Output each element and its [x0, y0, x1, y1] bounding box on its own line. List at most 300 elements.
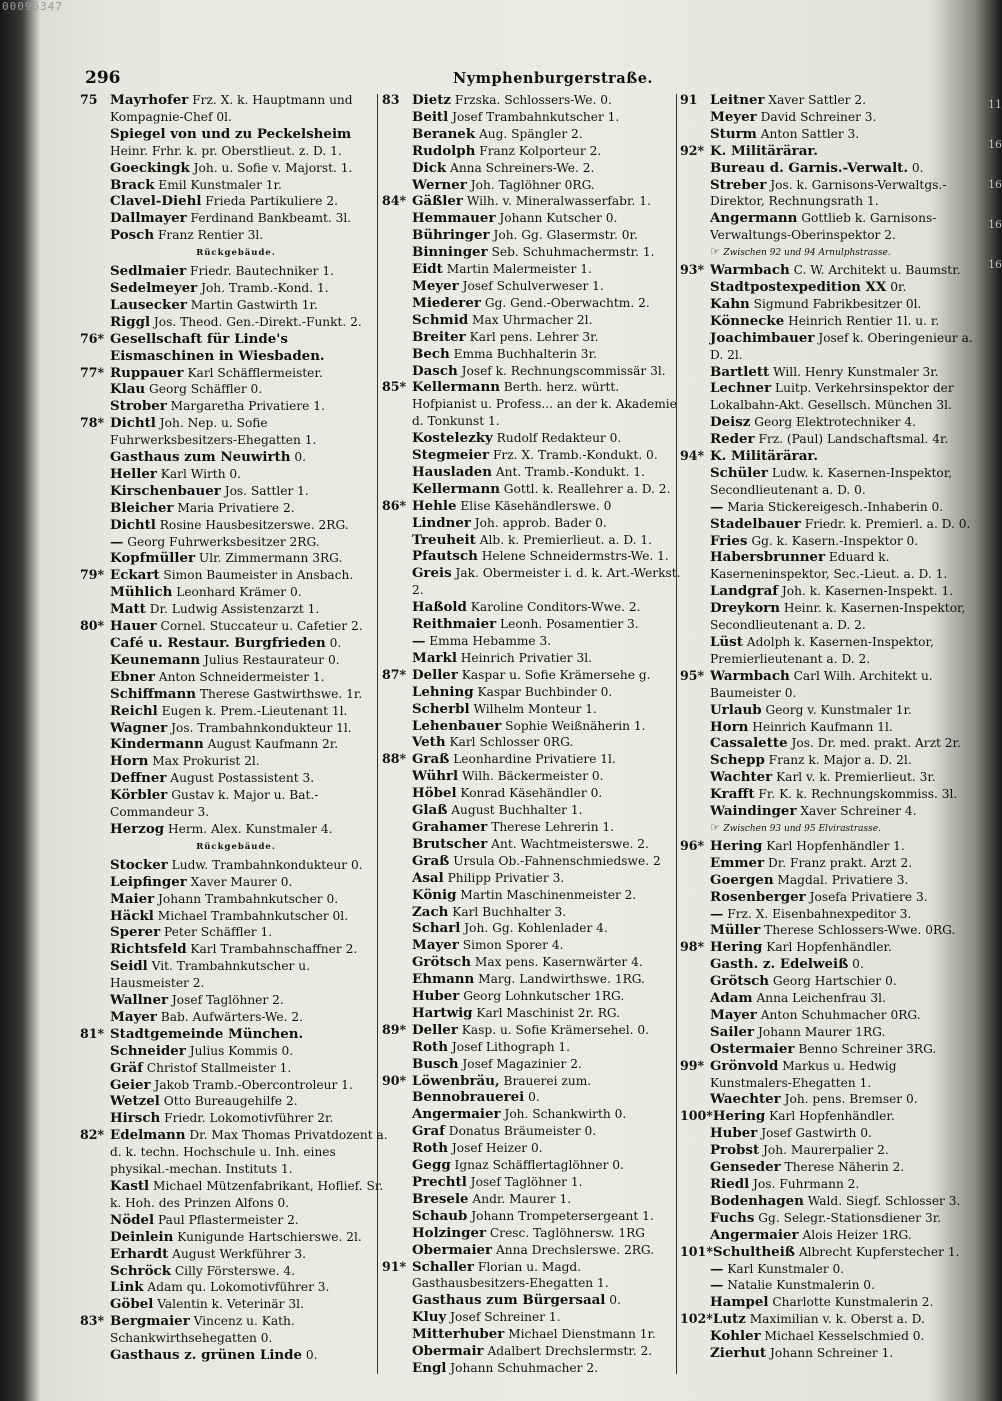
resident-name: Graf	[412, 1123, 445, 1140]
directory-entry	[80, 720, 392, 737]
resident-name: Beranek	[412, 125, 476, 142]
resident-name: Horn	[110, 753, 149, 770]
directory-entry	[80, 160, 392, 177]
directory-entry	[382, 143, 682, 160]
resident-details: Johann Kutscher 0.	[495, 211, 618, 226]
directory-entry	[382, 430, 682, 447]
directory-entry	[382, 802, 682, 819]
resident-details: Philipp Privatier 3.	[443, 870, 565, 885]
resident-details: Xaver Maurer 0.	[186, 874, 293, 889]
directory-entry	[680, 160, 980, 177]
resident-name: Sedlmaier	[110, 263, 187, 280]
directory-entry	[680, 1125, 980, 1142]
directory-entry	[382, 126, 682, 143]
house-number: 78*	[80, 415, 105, 431]
house-number: 82*	[80, 1127, 105, 1143]
resident-name: Eckart	[110, 567, 160, 584]
directory-entry	[382, 650, 682, 667]
resident-details: Jos. k. Garnisons-Verwaltgs.-Direktor, Rechnungsrath 1.	[710, 177, 947, 209]
resident-details: Aug. Spängler 2.	[475, 126, 583, 141]
directory-entry	[680, 109, 980, 126]
directory-entry	[382, 819, 682, 836]
resident-details: Ulr. Zimmermann 3RG.	[195, 551, 343, 566]
directory-entry	[382, 1326, 682, 1343]
resident-name: Geier	[110, 1076, 151, 1093]
resident-name: Mayer	[412, 937, 459, 954]
resident-details: Joh. Nep. u. Sofie Fuhrwerksbesitzers-Ehegatten 1.	[110, 416, 317, 448]
resident-details: Heinrich Kaufmann 1l.	[748, 719, 893, 734]
resident-name: —	[412, 633, 426, 649]
resident-name: Grahamer	[412, 818, 488, 835]
directory-entry	[680, 126, 980, 143]
resident-details: Karl Schlosser 0RG.	[445, 735, 574, 750]
resident-details: Rosine Hausbesitzerswe. 2RG.	[155, 517, 349, 532]
resident-details: 0.	[325, 636, 342, 650]
resident-name: Meyer	[710, 108, 757, 125]
directory-entry	[680, 990, 980, 1007]
resident-details: Cornel. Stuccateur u. Cafetier 2.	[156, 619, 363, 634]
directory-entry	[80, 652, 392, 669]
house-number: 96*	[680, 837, 705, 853]
resident-details: Andr. Maurer 1.	[468, 1191, 572, 1206]
resident-name: Habersbrunner	[710, 549, 826, 566]
resident-details: Emma Buchhalterin 3r.	[449, 346, 597, 361]
directory-entry	[680, 1345, 980, 1362]
resident-details: Ursula Ob.-Fahnenschmiedswe. 2	[449, 853, 661, 868]
resident-details: Anton Schuhmacher 0RG.	[756, 1007, 921, 1022]
directory-entry	[382, 920, 682, 937]
resident-name: Angermaier	[710, 1226, 799, 1243]
resident-name: Hehle	[412, 497, 457, 514]
directory-entry	[680, 855, 980, 872]
directory-entry	[382, 329, 682, 346]
resident-name: Lehning	[412, 683, 474, 700]
resident-details: 0.	[290, 450, 306, 465]
directory-entry	[680, 973, 980, 990]
resident-details: Josef Schreiner 1.	[446, 1310, 561, 1325]
directory-entry	[680, 296, 980, 313]
resident-name: Kastl	[110, 1178, 150, 1194]
resident-details: Anton Schneidermeister 1.	[154, 669, 325, 684]
resident-name: Lechner	[710, 380, 772, 397]
resident-details: Joh. approb. Bader 0.	[470, 515, 607, 530]
resident-name: Waechter	[710, 1091, 781, 1108]
directory-entry	[680, 1294, 980, 1311]
house-number: 99*	[680, 1057, 705, 1073]
resident-details: Georg Fuhrwerksbesitzer 2RG.	[123, 534, 320, 549]
resident-name: Wachter	[710, 769, 773, 786]
resident-name: Glaß	[412, 802, 448, 819]
resident-details: Albrecht Kupferstecher 1.	[794, 1244, 960, 1259]
resident-details: Kasp. u. Sofie Krämersehel. 0.	[457, 1022, 650, 1037]
resident-name: Treuheit	[412, 531, 476, 548]
directory-entry	[382, 616, 682, 633]
resident-name: Kahn	[710, 295, 750, 312]
resident-details: Michael Dienstmann 1r.	[504, 1327, 656, 1342]
directory-entry	[382, 261, 682, 278]
resident-name: Mayer	[110, 1008, 157, 1025]
resident-name: Hirsch	[110, 1110, 161, 1127]
resident-name: Bresele	[412, 1190, 469, 1207]
section-heading: Rückgebäude.	[196, 248, 276, 259]
directory-entry	[80, 1263, 392, 1280]
resident-details: Karl v. k. Premierlieut. 3r.	[772, 770, 936, 785]
column-2	[382, 92, 682, 1377]
resident-details: Emil Kunstmaler 1r.	[154, 177, 282, 192]
directory-entry	[80, 1060, 392, 1077]
directory-entry	[80, 314, 392, 331]
directory-entry	[680, 1024, 980, 1041]
resident-details: 0.	[605, 1293, 621, 1308]
resident-details: Ant. Wachtmeisterswe. 2.	[487, 836, 649, 851]
resident-details: Heinrich Privatier 3l.	[456, 650, 592, 665]
resident-details: Elise Käsehändlerswe. 0	[456, 498, 612, 513]
resident-details: Jos. Theod. Gen.-Direkt.-Funkt. 2.	[150, 314, 362, 329]
directory-entry	[680, 499, 980, 516]
resident-details: Frz. (Paul) Landschaftsmal. 4r.	[754, 432, 949, 447]
resident-details: Carl Wilh. Architekt u. Baumeister 0.	[710, 668, 933, 700]
directory-entry	[80, 958, 392, 992]
resident-details: Sophie Weißnäherin 1.	[501, 718, 646, 733]
resident-details: Anton Sattler 3.	[756, 126, 860, 141]
directory-entry	[80, 857, 392, 874]
directory-entry	[80, 618, 392, 635]
resident-details: Fr. K. k. Rechnungskommiss. 3l.	[754, 787, 958, 802]
directory-entry	[382, 1225, 682, 1242]
resident-name: Kohler	[710, 1328, 761, 1345]
directory-entry	[80, 1296, 392, 1313]
resident-name: Ehmann	[412, 971, 475, 988]
resident-name: Grönvold	[710, 1057, 779, 1074]
directory-entry	[680, 1193, 980, 1210]
directory-entry	[80, 1009, 392, 1026]
directory-entry	[680, 92, 980, 109]
resident-name: Dreykorn	[710, 600, 780, 617]
resident-details: Josef k. Oberingenieur a. D. 2l.	[710, 330, 973, 362]
resident-details: Therese Näherin 2.	[780, 1160, 905, 1175]
resident-details: Karl Wirth 0.	[156, 466, 242, 481]
directory-entry	[680, 364, 980, 381]
directory-entry	[382, 734, 682, 751]
resident-details: Benno Schreiner 3RG.	[794, 1041, 937, 1056]
resident-name: Bodenhagen	[710, 1192, 804, 1209]
directory-entry	[80, 770, 392, 787]
resident-details: Friedr. k. Premierl. a. D. 0.	[800, 516, 971, 531]
resident-name: Emmer	[710, 854, 765, 871]
resident-name: Dichtl	[110, 415, 156, 432]
directory-entry	[80, 992, 392, 1009]
resident-details: Therese Lehrerin 1.	[487, 819, 615, 834]
directory-entry	[382, 447, 682, 464]
directory-entry	[80, 1110, 392, 1127]
directory-entry	[382, 599, 682, 616]
directory-entry	[680, 516, 980, 533]
resident-details: Emma Hebamme 3.	[425, 634, 552, 648]
directory-entry	[382, 227, 682, 244]
resident-details: Friedr. Bautechniker 1.	[186, 264, 334, 279]
resident-details: Cilly Försterswe. 4.	[170, 1263, 296, 1278]
house-number: 80*	[80, 618, 105, 634]
resident-details: Michael Trambahnkutscher 0l.	[153, 908, 349, 923]
resident-name: Gasthaus zum Neuwirth	[110, 449, 291, 466]
resident-details: Adalbert Drechslermstr. 2.	[483, 1344, 653, 1359]
resident-details: Simon Sporer 4.	[458, 938, 564, 953]
resident-details: Xaver Sattler 2.	[764, 93, 866, 107]
resident-details: Karl Hopfenhändler.	[765, 1109, 895, 1124]
directory-entry	[80, 669, 392, 686]
directory-entry	[80, 1077, 392, 1094]
resident-details: Karl Buchhalter 3.	[448, 904, 567, 919]
resident-details: Martin Malermeister 1.	[442, 262, 592, 277]
resident-name: Werner	[412, 176, 467, 193]
house-number: 89*	[382, 1021, 407, 1037]
resident-details: Christof Stallmeister 1.	[142, 1060, 292, 1075]
resident-details: Georg v. Kunstmaler 1r.	[761, 702, 912, 717]
directory-entry	[382, 515, 682, 532]
resident-details: Josef Schulverweser 1.	[458, 278, 604, 293]
directory-entry	[382, 92, 682, 109]
directory-entry	[80, 500, 392, 517]
resident-name: Lutz	[712, 1311, 746, 1328]
resident-details: Johann Trambahnkutscher 0.	[154, 891, 339, 906]
resident-details: Karl Kunstmaler 0.	[723, 1261, 845, 1276]
resident-name: Schmid	[412, 311, 469, 328]
resident-details: Berth. herz. württ. Hofpianist u. Profess... an der k. Akademie d. Tonkunst 1.	[412, 380, 677, 429]
resident-name: Asal	[412, 869, 444, 886]
resident-name: Busch	[412, 1055, 459, 1072]
resident-name: Bech	[412, 345, 450, 362]
resident-details: David Schreiner 3.	[756, 109, 877, 124]
resident-details: Otto Bureaugehilfe 2.	[159, 1094, 298, 1109]
directory-entry	[382, 684, 682, 701]
resident-details: Vincenz u. Kath. Schankwirthsehegatten 0.	[110, 1314, 295, 1346]
resident-name: Sturm	[710, 125, 757, 142]
resident-details: Joh. pens. Bremser 0.	[780, 1092, 918, 1107]
resident-details: Vit. Trambahnkutscher u. Hausmeister 2.	[110, 959, 310, 991]
directory-entry	[382, 1174, 682, 1191]
resident-name: Bennobrauerei	[412, 1089, 525, 1106]
resident-details: August Kaufmann 2r.	[203, 737, 339, 752]
directory-entry	[680, 465, 980, 499]
directory-entry	[382, 210, 682, 227]
resident-name: Wallner	[110, 992, 169, 1009]
resident-name: Bühringer	[412, 227, 490, 244]
directory-entry	[382, 701, 682, 718]
resident-details: Frzska. Schlossers-We. 0.	[451, 93, 612, 107]
directory-entry	[680, 769, 980, 786]
resident-details: Karl Maschinist 2r. RG.	[472, 1005, 621, 1020]
directory-entry	[382, 1089, 682, 1106]
resident-name: Leitner	[710, 92, 765, 108]
resident-name: Lindner	[412, 514, 471, 531]
directory-entry	[80, 584, 392, 601]
resident-details: Max Uhrmacher 2l.	[468, 312, 593, 327]
resident-details: August Werkführer 3.	[168, 1246, 307, 1261]
directory-entry	[80, 1246, 392, 1263]
column-3	[680, 92, 980, 1362]
directory-entry	[80, 415, 392, 449]
directory-entry	[382, 1309, 682, 1326]
directory-entry	[680, 279, 980, 296]
resident-name: Stocker	[110, 856, 168, 873]
resident-name: Deisz	[710, 414, 751, 431]
house-number: 100*	[680, 1108, 713, 1124]
resident-name: Riggl	[110, 313, 151, 330]
resident-name: Mühlich	[110, 584, 173, 601]
directory-entry	[680, 262, 980, 279]
directory-entry	[80, 280, 392, 297]
resident-name: Dallmayer	[110, 210, 187, 227]
directory-entry	[80, 1229, 392, 1246]
resident-name: Kindermann	[110, 736, 204, 753]
resident-name: Gegg	[412, 1157, 451, 1174]
house-number: 93*	[680, 262, 705, 278]
directory-entry	[80, 227, 392, 244]
resident-details: Joh. Schankwirth 0.	[500, 1107, 627, 1122]
directory-entry	[680, 668, 980, 702]
resident-name: Angermann	[710, 210, 798, 227]
resident-details: Cresc. Taglöhnersw. 1RG	[486, 1225, 645, 1240]
resident-name: Reithmaier	[412, 616, 497, 633]
directory-entry	[382, 244, 682, 261]
resident-details: Johann Trompetersergeant 1.	[467, 1208, 654, 1223]
resident-name: Deller	[412, 1021, 458, 1038]
resident-details: Joh. Gg. Kohlenlader 4.	[460, 921, 608, 936]
directory-entry	[80, 924, 392, 941]
resident-name: Sperer	[110, 924, 161, 941]
house-number: 75	[80, 92, 98, 107]
directory-entry	[680, 1058, 980, 1092]
resident-details: Ferdinand Bankbeamt. 3l.	[186, 211, 352, 226]
directory-entry	[382, 346, 682, 363]
resident-details: Jos. Sattler 1.	[220, 483, 309, 498]
resident-name: Bartlett	[710, 363, 770, 380]
directory-entry	[680, 1244, 980, 1261]
resident-name: —	[110, 533, 124, 550]
resident-name: Urlaub	[710, 701, 762, 718]
resident-details: Adolph k. Kasernen-Inspektor, Premierlieutenant a. D. 2.	[710, 635, 934, 666]
directory-entry	[382, 295, 682, 312]
margin-fragment: 16	[988, 178, 1002, 191]
resident-details: Franz k. Major a. D. 2l.	[764, 753, 912, 768]
resident-name: Hausladen	[412, 463, 492, 480]
resident-name: Mayrhofer	[110, 92, 189, 108]
resident-name: —	[710, 1277, 724, 1294]
resident-details: Therese Gastwirthswe. 1r.	[195, 686, 363, 701]
resident-name: Riedl	[710, 1176, 750, 1192]
resident-details: Karoline Conditors-Wwe. 2.	[466, 600, 641, 615]
directory-entry	[80, 1043, 392, 1060]
directory-entry	[80, 398, 392, 415]
directory-entry	[680, 313, 980, 330]
resident-details: Martin Maschinenmeister 2.	[456, 887, 637, 902]
directory-entry	[80, 891, 392, 908]
resident-details: Margaretha Privatiere 1.	[166, 399, 325, 414]
directory-entry	[382, 109, 682, 126]
resident-name: Reichl	[110, 702, 158, 719]
resident-name: Grötsch	[710, 973, 770, 990]
directory-entry	[80, 686, 392, 703]
resident-name: Brutscher	[412, 835, 488, 852]
resident-details: Magdal. Privatiere 3.	[773, 872, 909, 887]
resident-details: Jos. Fuhrmann 2.	[749, 1177, 860, 1191]
resident-details: Wilhelm Monteur 1.	[469, 701, 597, 716]
section-heading: Rückgebäude.	[196, 841, 276, 852]
resident-details: Franz Rentier 3l.	[154, 228, 264, 243]
resident-details: Frz. X. Tramb.-Kondukt. 0.	[489, 448, 658, 463]
resident-name: Posch	[110, 227, 155, 244]
directory-entry	[680, 431, 980, 448]
house-number: 79*	[80, 567, 105, 583]
resident-details: Maria Stickereigesch.-Inhaberin 0.	[723, 499, 944, 514]
resident-details: Will. Henry Kunstmaler 3r.	[769, 364, 939, 379]
directory-entry	[382, 565, 682, 599]
resident-name: Maier	[110, 890, 155, 907]
resident-name: Hering	[712, 1108, 766, 1125]
directory-entry	[680, 1277, 980, 1294]
resident-name: Miederer	[412, 294, 481, 311]
house-number: 83*	[80, 1313, 105, 1329]
directory-entry	[680, 1041, 980, 1058]
directory-entry	[680, 177, 980, 211]
directory-entry	[80, 567, 392, 584]
resident-name: Landgraf	[710, 583, 779, 600]
resident-name: K. Militärärar.	[710, 142, 818, 159]
resident-name: Grötsch	[412, 954, 472, 971]
house-number: 83	[382, 92, 400, 107]
resident-name: Waindinger	[710, 803, 797, 820]
resident-details: 0.	[908, 160, 924, 175]
resident-details: Franz Kolporteur 2.	[475, 143, 602, 158]
resident-details: Joh. Tramb.-Kond. 1.	[197, 280, 329, 295]
resident-name: Gasth. z. Edelweiß	[710, 956, 849, 973]
resident-name: Edelmann	[110, 1127, 186, 1144]
resident-name: Dichtl	[110, 516, 156, 533]
directory-entry	[382, 1343, 682, 1360]
resident-details: Georg Elektrotechniker 4.	[750, 415, 916, 430]
directory-entry	[382, 193, 682, 210]
directory-entry	[382, 988, 682, 1005]
resident-details: Kaspar Buchbinder 0.	[473, 684, 613, 699]
resident-name: Pfautsch	[412, 548, 478, 565]
resident-name: Roth	[412, 1038, 448, 1055]
resident-details: Joh. Maurerpalier 2.	[759, 1143, 889, 1158]
directory-entry	[80, 1347, 392, 1364]
resident-name: Scharl	[412, 920, 461, 937]
resident-name: Schepp	[710, 752, 765, 769]
directory-entry	[680, 1227, 980, 1244]
margin-fragments	[988, 85, 1000, 285]
resident-name: Huber	[710, 1125, 758, 1142]
resident-name: Rosenberger	[710, 888, 806, 905]
margin-fragment: 16	[988, 258, 1002, 271]
directory-entry	[80, 534, 392, 551]
resident-name: Bureau d. Garnis.-Verwalt.	[710, 159, 909, 176]
house-number: 91	[680, 92, 698, 107]
resident-details: Ant. Tramb.-Kondukt. 1.	[491, 464, 646, 479]
resident-name: Seidl	[110, 958, 148, 975]
directory-entry	[680, 583, 980, 600]
resident-name: Fuchs	[710, 1209, 755, 1226]
directory-entry	[80, 92, 392, 126]
resident-details: Gg. k. Kasern.-Inspektor 0.	[747, 533, 919, 548]
resident-details: Kunigunde Hartschierswe. 2l.	[173, 1229, 362, 1244]
resident-details: Charlotte Kunstmalerin 2.	[768, 1295, 934, 1310]
resident-details: Frieda Partikuliere 2.	[201, 194, 338, 209]
column-1	[80, 92, 392, 1364]
house-number: 84*	[382, 193, 407, 209]
resident-details: Josef Lithograph 1.	[447, 1039, 571, 1054]
